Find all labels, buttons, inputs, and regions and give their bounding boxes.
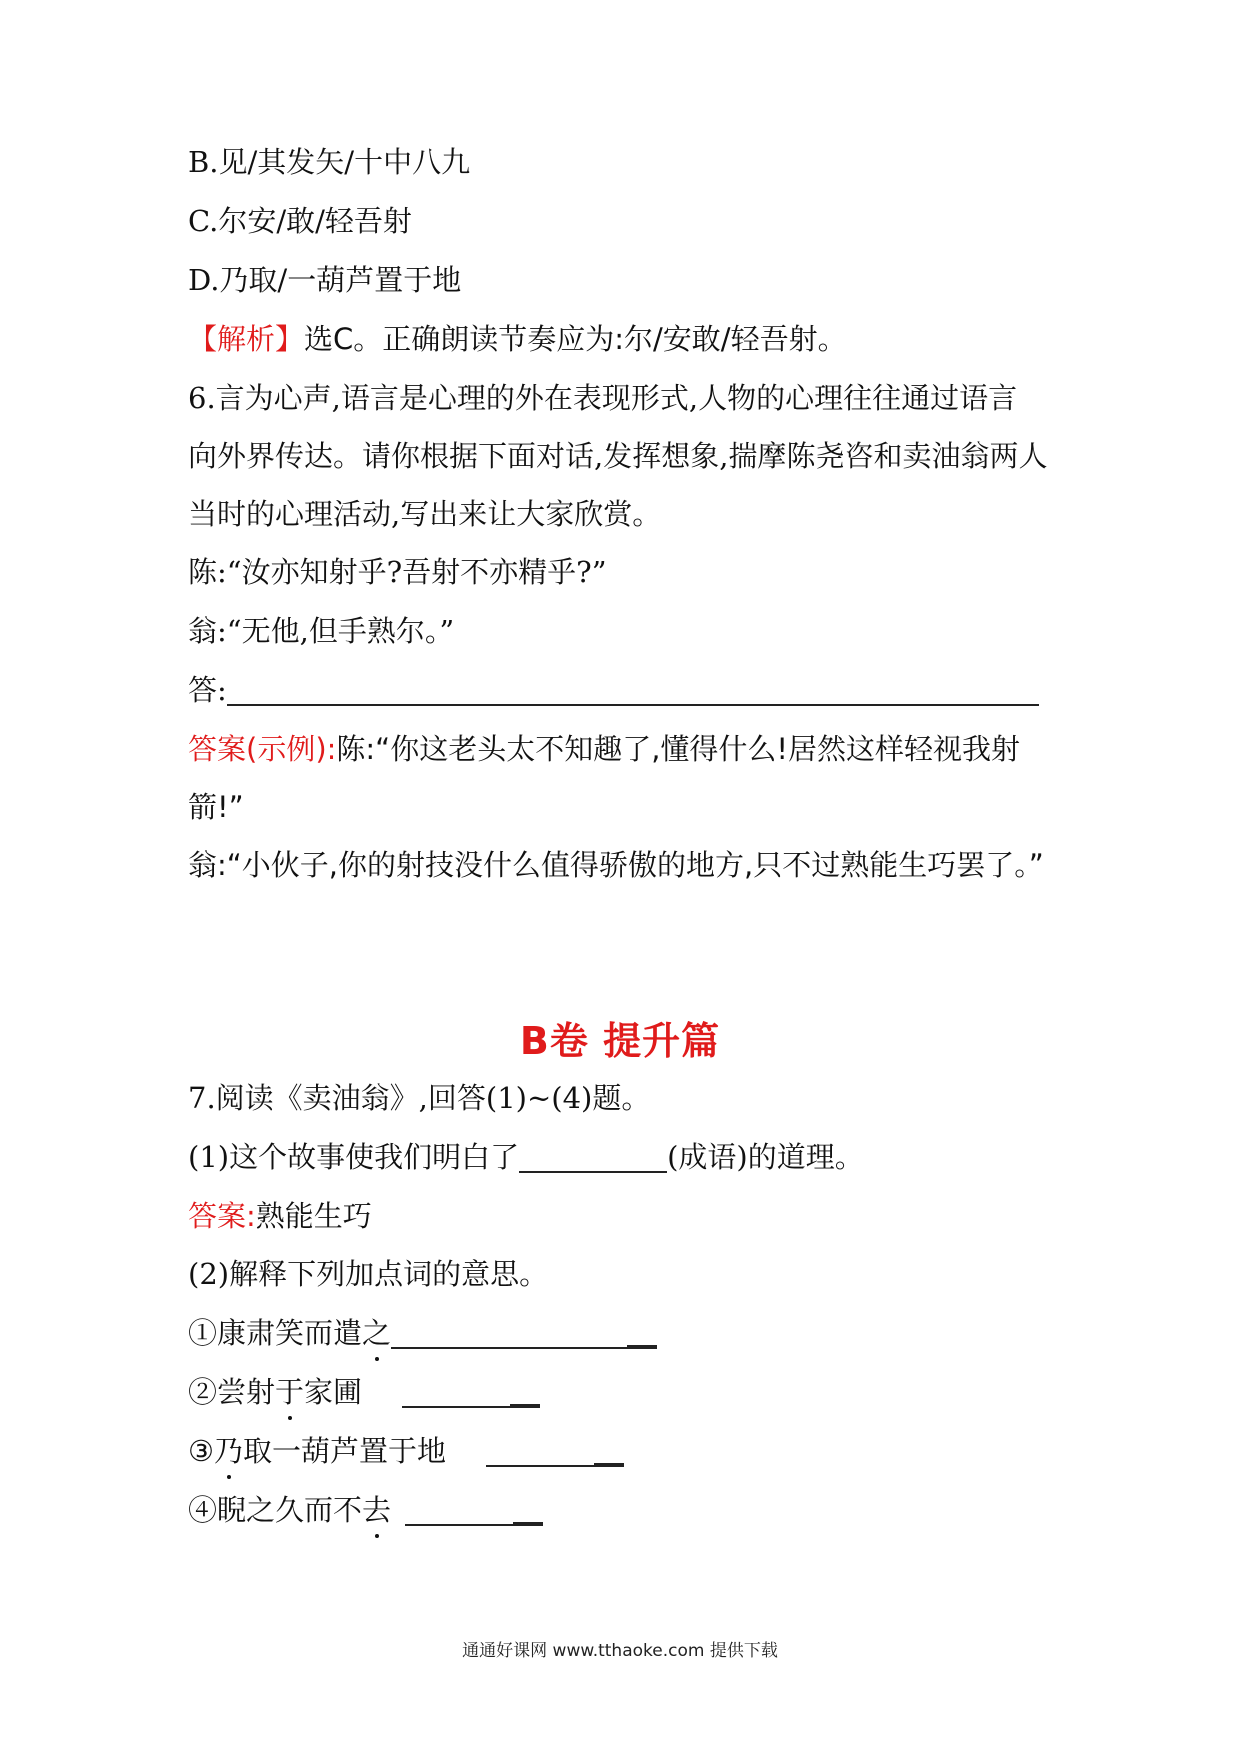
item-1-dotted-char: 之 xyxy=(362,1313,391,1353)
question-7-answer xyxy=(188,1196,372,1236)
answer-example-line-3: 翁:“小伙子,你的射技没什么值得骄傲的地方,只不过熟能生巧罢了。” xyxy=(188,848,1044,882)
option-b: B.见/其发矢/十中八九 xyxy=(188,145,471,179)
answer-example-text: 陈:“你这老头太不知趣了,懂得什么!居然这样轻视我射 xyxy=(336,732,1021,766)
item-4-blank-end xyxy=(513,1492,543,1526)
dialog-chen: 陈:“汝亦知射乎?吾射不亦精乎?” xyxy=(188,555,607,589)
part-1-suffix: (成语)的道理。 xyxy=(667,1140,864,1174)
part-1-blank[interactable] xyxy=(519,1141,667,1173)
item-3-text-after: 取一葫芦置于地 xyxy=(243,1434,447,1468)
question-7-part-1 xyxy=(188,1137,864,1177)
answer-blank[interactable] xyxy=(227,674,1039,706)
answer-prompt-line xyxy=(188,670,1039,710)
item-1-text: ①康肃笑而遣 xyxy=(188,1316,363,1350)
item-2-dotted-char: 于 xyxy=(275,1372,304,1412)
question-6-line-2: 向外界传达。请你根据下面对话,发挥想象,揣摩陈尧咨和卖油翁两人 xyxy=(188,439,1048,473)
word-item-3 xyxy=(188,1431,624,1471)
analysis-line xyxy=(188,319,847,359)
item-3-dotted-char: 乃 xyxy=(214,1431,243,1471)
word-item-2 xyxy=(188,1372,540,1412)
option-c: C.尔安/敢/轻吾射 xyxy=(188,204,412,238)
item-1-blank[interactable] xyxy=(391,1317,627,1349)
section-b-title: B卷 提升篇 xyxy=(519,1019,721,1063)
item-1-blank-end xyxy=(627,1315,657,1349)
part-1-text: (1)这个故事使我们明白了 xyxy=(188,1140,520,1174)
item-2-blank-end xyxy=(510,1374,540,1408)
answer-example-line-1 xyxy=(188,729,1020,769)
question-7-intro: 7.阅读《卖油翁》,回答(1)~(4)题。 xyxy=(188,1081,651,1115)
item-4-blank[interactable] xyxy=(405,1494,513,1526)
dialog-weng: 翁:“无他,但手熟尔。” xyxy=(188,614,455,648)
item-2-text-after: 家圃 xyxy=(304,1375,363,1409)
answer-prompt: 答: xyxy=(188,673,227,707)
word-item-4 xyxy=(188,1490,543,1530)
item-3-text: ③ xyxy=(188,1434,214,1468)
item-4-dotted-char: 去 xyxy=(362,1490,391,1530)
question-6-line-1: 6.言为心声,语言是心理的外在表现形式,人物的心理往往通过语言 xyxy=(188,381,1018,415)
item-2-text: ②尝射 xyxy=(188,1375,276,1409)
q7-answer-label: 答案: xyxy=(188,1199,256,1233)
footer-text: 通通好课网 www.tthaoke.com 提供下载 xyxy=(462,1641,778,1661)
question-6-line-3: 当时的心理活动,写出来让大家欣赏。 xyxy=(188,497,662,531)
item-3-blank-end xyxy=(594,1433,624,1467)
word-item-1 xyxy=(188,1313,657,1353)
q7-answer-text: 熟能生巧 xyxy=(255,1199,372,1233)
item-2-blank[interactable] xyxy=(402,1376,510,1408)
answer-example-label: 答案(示例): xyxy=(188,732,337,766)
analysis-label: 【解析】 xyxy=(188,322,305,356)
question-7-part-2: (2)解释下列加点词的意思。 xyxy=(188,1257,549,1291)
option-d: D.乃取/一葫芦置于地 xyxy=(188,263,462,297)
item-3-blank[interactable] xyxy=(486,1435,594,1467)
analysis-text: 选C。正确朗读节奏应为:尔/安敢/轻吾射。 xyxy=(304,322,847,356)
item-4-text: ④睨之久而不 xyxy=(188,1493,363,1527)
answer-example-line-2: 箭!” xyxy=(188,790,244,824)
